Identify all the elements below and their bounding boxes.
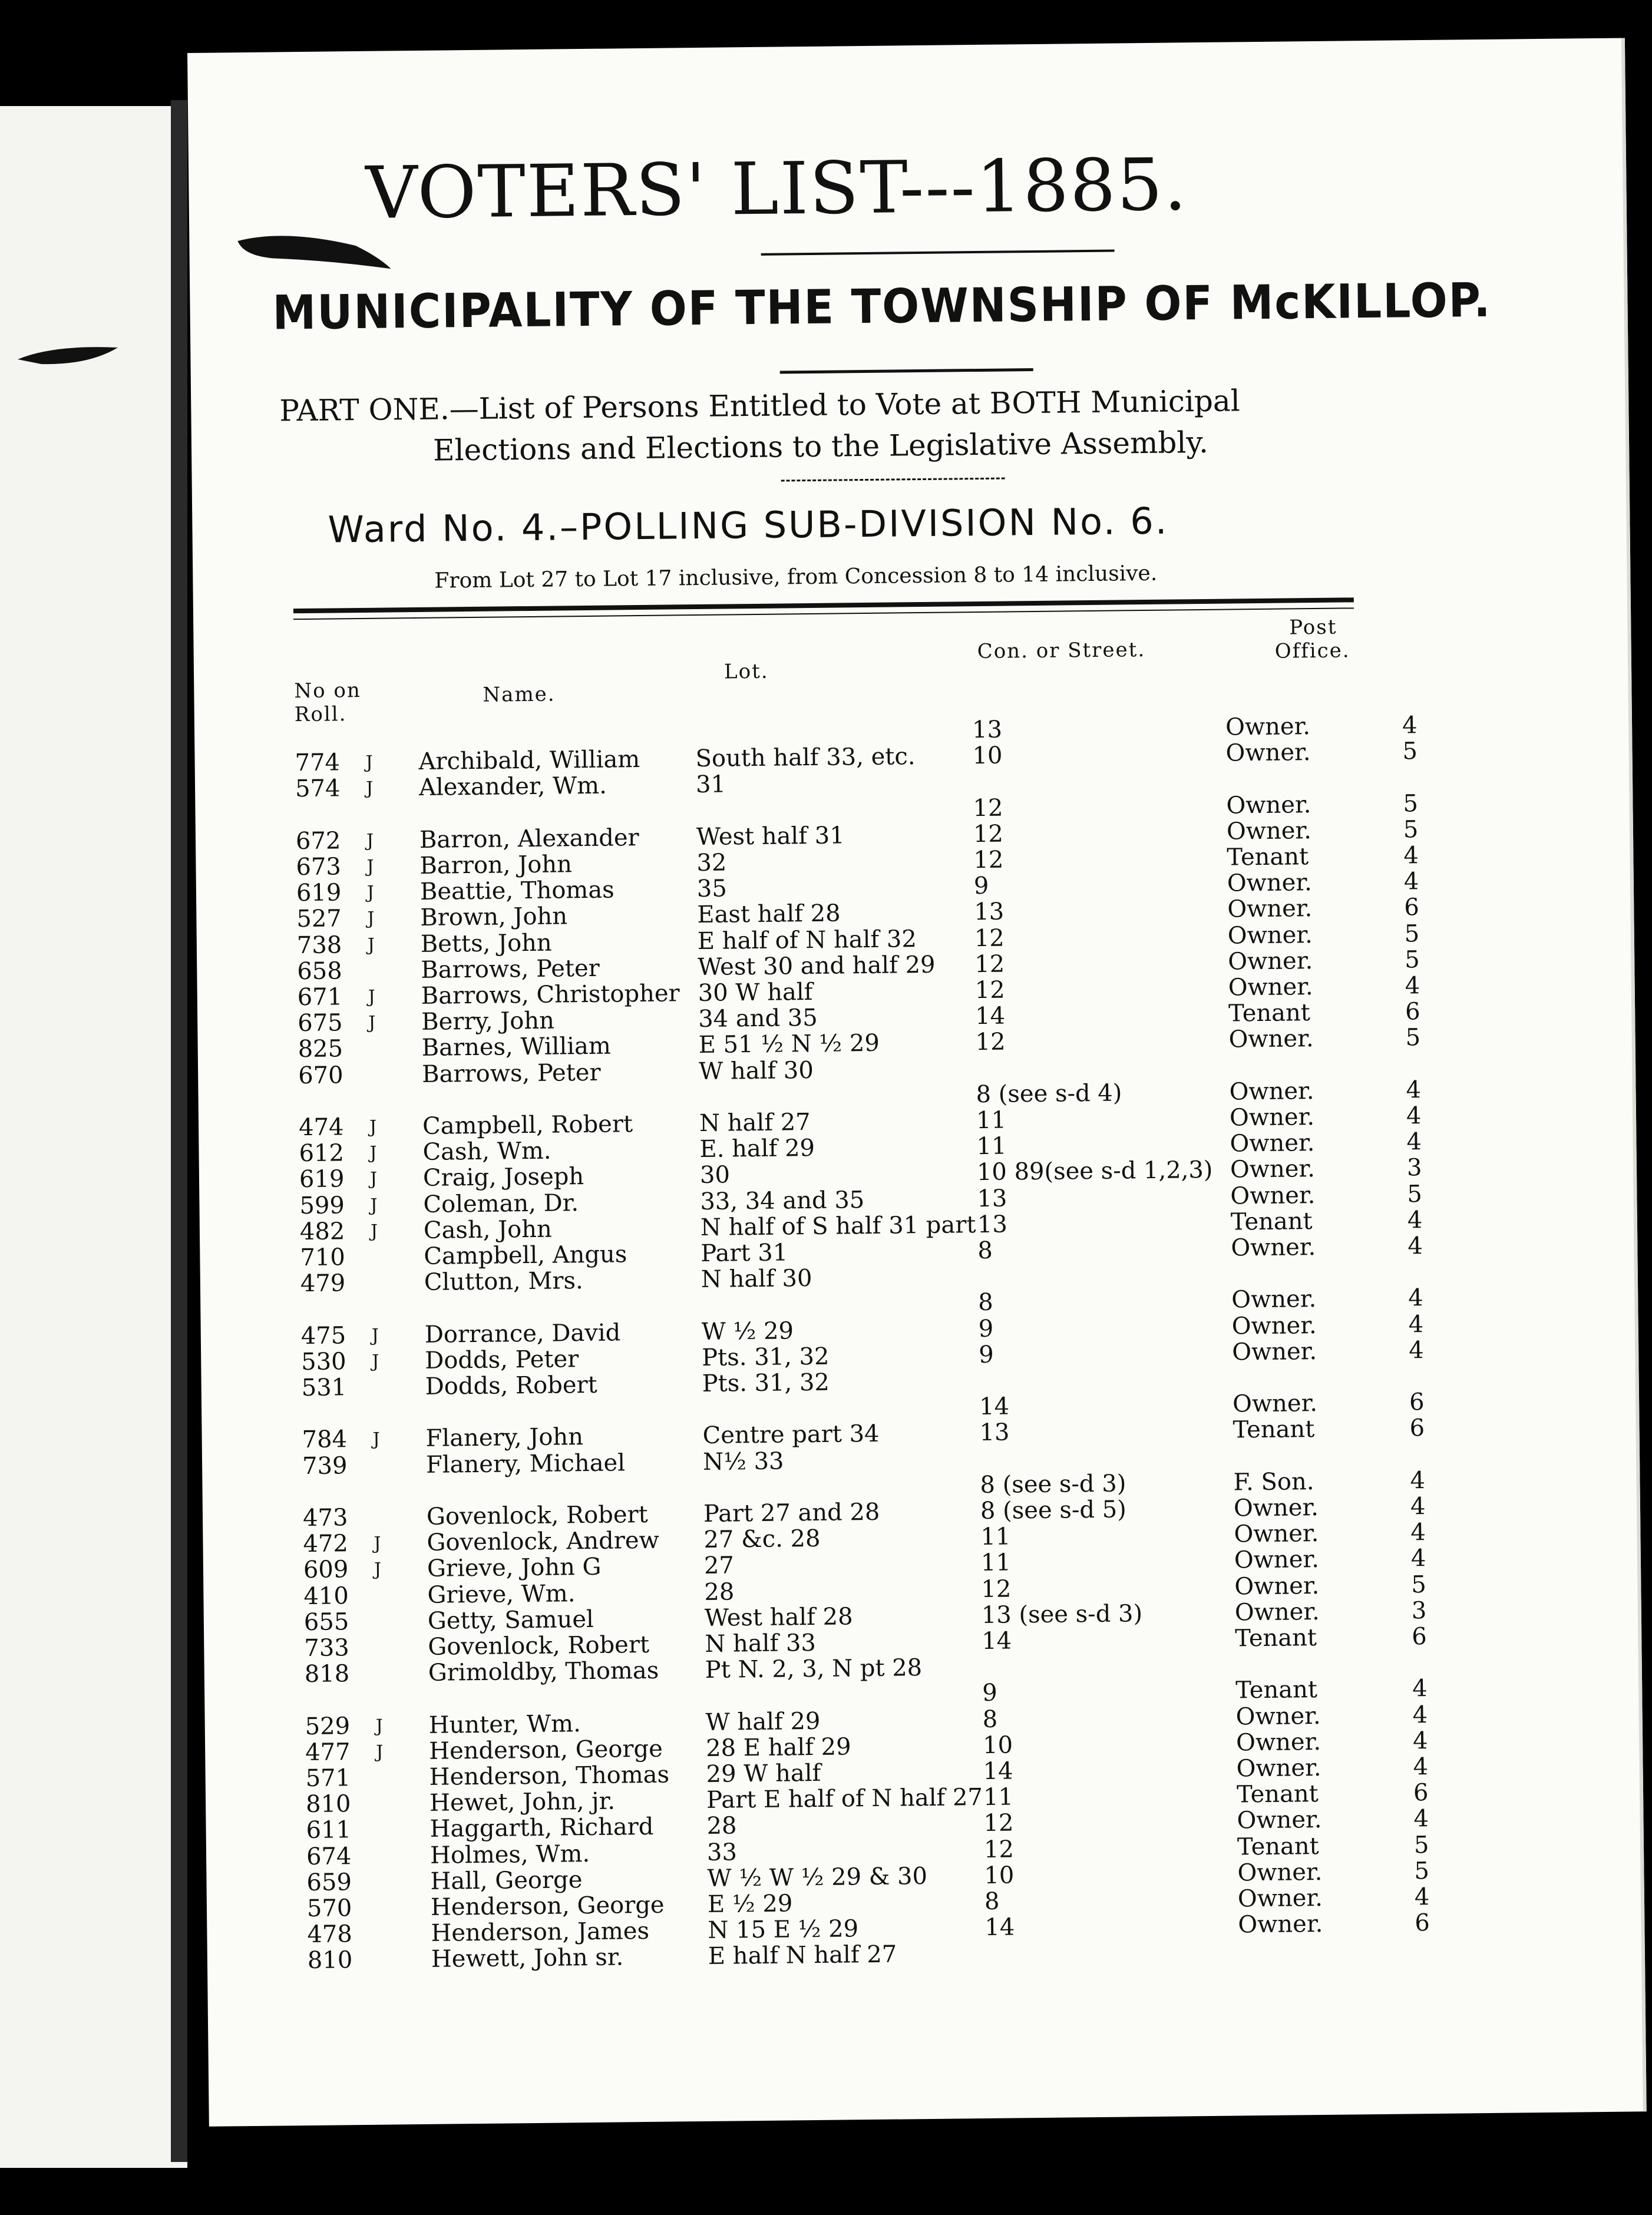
lot: N half 27 — [699, 1109, 811, 1137]
post-office: 4 — [1410, 1493, 1426, 1520]
voter-name: Flanery, Michael — [425, 1449, 626, 1479]
part-one-line-2: Elections and Elections to the Legislative Assembly. — [432, 425, 1209, 468]
roll-number: 670 — [298, 1061, 343, 1089]
tenure-status: Tenant — [1236, 1780, 1319, 1809]
lot: 31 — [695, 771, 726, 799]
tenure-status: Owner. — [1230, 1181, 1316, 1210]
col-header-office: Office. — [1274, 639, 1350, 663]
tenure-status: Owner. — [1233, 1494, 1319, 1522]
lot: 32 — [696, 849, 727, 877]
post-office: 4 — [1406, 1102, 1422, 1130]
voter-name: Henderson, George — [430, 1891, 665, 1921]
concession: 13 — [979, 1419, 1010, 1447]
juror-mark: J — [376, 1741, 384, 1763]
lot: N half 33 — [705, 1629, 817, 1658]
voter-name: Haggarth, Richard — [429, 1813, 654, 1843]
concession: 10 89(see s-d 1,2,3) — [976, 1156, 1213, 1186]
tenure-status: Tenant — [1235, 1624, 1317, 1652]
voter-name: Betts, John — [420, 929, 552, 958]
tenure-status: Owner. — [1237, 1884, 1323, 1913]
lot: 33, 34 and 35 — [700, 1186, 865, 1215]
post-office: 4 — [1403, 868, 1419, 895]
divider — [781, 478, 1005, 484]
tenure-status: Owner. — [1228, 1025, 1314, 1053]
juror-mark: J — [367, 934, 375, 956]
post-office: 4 — [1413, 1753, 1429, 1781]
voter-name: Campbell, Robert — [422, 1110, 633, 1140]
concession: 14 — [983, 1757, 1013, 1786]
post-office: 3 — [1406, 1154, 1422, 1182]
lot: E ½ 29 — [707, 1890, 793, 1918]
tenure-status: Owner. — [1225, 739, 1311, 767]
concession: 12 — [975, 1028, 1006, 1056]
roll-number: 473 — [302, 1504, 348, 1532]
roll-number: 474 — [298, 1113, 344, 1142]
part-one-line-1: PART ONE.—List of Persons Entitled to Vote at BOTH Municipal — [279, 384, 1240, 428]
roll-number: 710 — [300, 1244, 346, 1272]
post-office: 6 — [1415, 1909, 1430, 1937]
post-office: 4 — [1412, 1727, 1428, 1755]
voter-name: Dodds, Peter — [425, 1345, 579, 1374]
concession: 11 — [976, 1106, 1007, 1135]
tenure-status: Owner. — [1230, 1155, 1316, 1183]
post-office: 4 — [1406, 1076, 1422, 1104]
post-office: 6 — [1405, 998, 1420, 1026]
tenure-status: Owner. — [1227, 869, 1312, 897]
tenure-status: Owner. — [1231, 1234, 1316, 1262]
document-page — [187, 38, 1647, 2126]
concession: 9 — [978, 1315, 994, 1343]
lot-range-note: From Lot 27 to Lot 17 inclusive, from Concession 8 to 14 inclusive. — [434, 561, 1158, 593]
lot: E half of N half 32 — [697, 925, 917, 955]
concession: 11 — [980, 1549, 1012, 1577]
roll-number: 675 — [298, 1009, 343, 1037]
concession: 13 — [977, 1185, 1007, 1212]
tenure-status: Owner. — [1229, 1103, 1315, 1132]
col-header-lot: Lot. — [723, 659, 769, 684]
roll-number: 810 — [305, 1790, 351, 1819]
concession: 10 — [982, 1731, 1013, 1759]
juror-mark: J — [366, 882, 375, 904]
roll-number — [300, 1295, 365, 1296]
voter-name: Dorrance, David — [424, 1319, 621, 1348]
concession: 12 — [973, 846, 1004, 874]
tenure-status: Owner. — [1226, 791, 1311, 819]
voter-name: Barron, John — [419, 851, 573, 880]
book-spine — [171, 100, 187, 2162]
voter-name: Archibald, William — [418, 746, 640, 776]
lot: Pts. 31, 32 — [701, 1343, 830, 1371]
voter-name: Henderson, Thomas — [429, 1761, 670, 1791]
post-office: 4 — [1406, 1128, 1422, 1156]
roll-number: 619 — [299, 1165, 345, 1194]
tenure-status: Owner. — [1230, 1129, 1315, 1158]
voter-name: Barrows, Peter — [421, 1059, 601, 1088]
juror-mark: J — [366, 830, 374, 851]
lot: 27 — [703, 1552, 735, 1580]
juror-mark: J — [372, 1351, 379, 1372]
ward-heading: Ward No. 4.–POLLING SUB-DIVISION No. 6. — [328, 499, 1169, 551]
roll-number: 609 — [303, 1556, 349, 1584]
post-office: 5 — [1404, 920, 1420, 948]
juror-mark: J — [369, 1116, 377, 1138]
voter-name: Craig, Joseph — [422, 1163, 584, 1192]
voter-name: Alexander, Wm. — [418, 772, 607, 802]
concession: 9 — [973, 872, 989, 900]
voter-name: Dodds, Robert — [425, 1371, 597, 1400]
concession: 8 — [984, 1887, 1000, 1916]
concession: 8 (see s-d 5) — [980, 1496, 1127, 1525]
post-office: 4 — [1410, 1519, 1426, 1546]
concession: 10 — [972, 742, 1003, 770]
lot: 27 &c. 28 — [703, 1525, 821, 1554]
post-office: 3 — [1411, 1596, 1427, 1625]
lot: W half 30 — [698, 1056, 814, 1085]
concession: 12 — [974, 950, 1005, 978]
concession: 8 — [982, 1705, 998, 1733]
lot: N half 30 — [701, 1265, 812, 1294]
tenure-status: Owner. — [1225, 713, 1311, 741]
post-office: 5 — [1405, 1024, 1421, 1052]
voter-name: Hewett, John sr. — [431, 1943, 624, 1973]
post-office: 5 — [1411, 1571, 1427, 1598]
post-office: 5 — [1413, 1831, 1429, 1859]
roll-number: 478 — [307, 1920, 353, 1949]
tenure-status: Tenant — [1233, 1416, 1315, 1444]
roll-number: 479 — [300, 1270, 346, 1298]
roll-number: 739 — [302, 1452, 348, 1480]
concession: 12 — [983, 1836, 1015, 1863]
tenure-status: Owner. — [1234, 1598, 1320, 1626]
roll-number — [302, 1478, 367, 1479]
tenure-status: Tenant — [1228, 999, 1311, 1027]
roll-number: 655 — [303, 1608, 349, 1636]
post-office: 4 — [1414, 1883, 1430, 1911]
tenure-status: Owner. — [1227, 895, 1313, 923]
lot: Part 27 and 28 — [703, 1498, 880, 1528]
voter-name: Barrows, Christopher — [421, 980, 680, 1010]
tenure-status: Owner. — [1237, 1806, 1322, 1834]
tenure-status: F. Son. — [1233, 1467, 1314, 1496]
post-office: 5 — [1407, 1180, 1423, 1208]
roll-number: 527 — [296, 905, 342, 933]
post-office: 6 — [1413, 1779, 1429, 1807]
voter-name: Barrows, Peter — [421, 954, 600, 984]
roll-number: 738 — [296, 931, 342, 959]
lot: E half N half 27 — [708, 1940, 897, 1971]
lot: E. half 29 — [699, 1135, 815, 1163]
juror-mark: J — [368, 1012, 376, 1034]
roll-number: 477 — [305, 1738, 351, 1766]
voter-name: Grieve, Wm. — [427, 1579, 576, 1609]
tenure-status: Owner. — [1237, 1858, 1323, 1887]
lot: Part E half of N half 27 — [706, 1784, 983, 1814]
col-header-name: Name. — [483, 682, 556, 707]
roll-number: 611 — [306, 1816, 352, 1844]
tenure-status: Owner. — [1234, 1520, 1319, 1548]
concession: 13 — [972, 716, 1003, 744]
concession: 12 — [974, 976, 1005, 1004]
tenure-status: Tenant — [1230, 1207, 1313, 1236]
voter-name: Barron, Alexander — [419, 824, 639, 854]
juror-mark: J — [367, 908, 375, 930]
tenure-status: Owner. — [1238, 1910, 1323, 1939]
tenure-status: Owner. — [1236, 1754, 1321, 1783]
lot: Part 31 — [701, 1239, 788, 1267]
concession: 14 — [982, 1627, 1012, 1655]
voter-name: Henderson, James — [431, 1918, 650, 1948]
concession: 14 — [979, 1393, 1010, 1421]
post-office: 4 — [1402, 712, 1418, 739]
roll-number — [305, 1686, 369, 1687]
concession: 11 — [976, 1132, 1007, 1161]
roll-number: 733 — [304, 1634, 349, 1662]
roll-number: 410 — [303, 1582, 349, 1610]
tenure-status: Owner. — [1228, 973, 1313, 1001]
concession: 8 — [978, 1289, 993, 1317]
post-office: 4 — [1408, 1310, 1424, 1338]
juror-mark: J — [375, 1715, 383, 1737]
roll-number: 671 — [297, 983, 343, 1011]
post-office: 5 — [1414, 1857, 1430, 1885]
voter-name: Hall, George — [430, 1866, 583, 1895]
voter-name: Cash, Wm. — [422, 1137, 551, 1166]
voter-name: Govenlock, Robert — [428, 1631, 650, 1661]
post-office: 4 — [1408, 1336, 1424, 1364]
tenure-status: Tenant — [1227, 843, 1309, 871]
lot: West half 28 — [704, 1603, 853, 1632]
concession: 12 — [974, 924, 1005, 952]
roll-number: 475 — [300, 1321, 346, 1350]
page-edge — [1621, 38, 1647, 2111]
roll-number: 674 — [306, 1842, 352, 1870]
roll-number: 673 — [296, 853, 342, 881]
post-office: 4 — [1413, 1805, 1429, 1833]
juror-mark: J — [368, 986, 376, 1007]
tenure-status: Owner. — [1228, 947, 1313, 976]
lot: 30 — [699, 1161, 731, 1189]
concession: 11 — [983, 1783, 1014, 1811]
tenure-status: Tenant — [1235, 1676, 1318, 1704]
lot: 35 — [696, 875, 728, 903]
tenure-status: Owner. — [1234, 1572, 1320, 1601]
voter-name: Cash, John — [423, 1215, 552, 1244]
post-office: 4 — [1403, 842, 1419, 870]
table-top-rule — [293, 597, 1354, 613]
lot: W half 29 — [705, 1707, 821, 1736]
juror-mark: J — [365, 752, 373, 773]
municipality-heading: MUNICIPALITY OF THE TOWNSHIP OF McKILLOP. — [272, 273, 1492, 340]
voter-name: Hewet, John, jr. — [429, 1787, 616, 1817]
roll-number: 599 — [299, 1191, 345, 1219]
tenure-status: Owner. — [1235, 1702, 1321, 1731]
roll-number — [298, 1087, 363, 1088]
roll-number: 482 — [299, 1218, 345, 1245]
roll-number: 574 — [295, 775, 341, 803]
roll-number: 774 — [295, 749, 341, 777]
col-header-post: Post — [1289, 615, 1337, 640]
concession: 10 — [984, 1862, 1015, 1889]
lot: N½ 33 — [702, 1447, 784, 1476]
col-header-roll: Roll. — [294, 702, 347, 727]
post-office: 5 — [1404, 945, 1420, 974]
tenure-status: Owner. — [1231, 1311, 1317, 1340]
voter-name: Grimoldby, Thomas — [428, 1657, 659, 1687]
juror-mark: J — [369, 1169, 378, 1190]
voter-name: Hunter, Wm. — [428, 1710, 581, 1739]
roll-number: 531 — [301, 1374, 347, 1402]
tenure-status: Owner. — [1231, 1337, 1317, 1366]
concession: 9 — [978, 1341, 994, 1368]
concession: 9 — [982, 1680, 997, 1707]
voter-name: Barnes, William — [421, 1032, 612, 1062]
page-title: VOTERS' LIST---1885. — [365, 143, 1188, 235]
voter-name: Berry, John — [421, 1007, 555, 1036]
voter-name: Beattie, Thomas — [419, 876, 614, 906]
lot: 28 E half 29 — [705, 1733, 851, 1762]
concession: 11 — [980, 1523, 1011, 1551]
lot: W ½ W ½ 29 & 30 — [707, 1862, 928, 1892]
concession: 8 (see s-d 3) — [980, 1470, 1126, 1499]
concession: 14 — [974, 1002, 1006, 1030]
post-office: 6 — [1404, 894, 1419, 921]
roll-number: 818 — [304, 1660, 350, 1688]
lot: E 51 ½ N ½ 29 — [698, 1030, 880, 1059]
voter-name: Govenlock, Andrew — [427, 1526, 660, 1557]
lot: 28 — [706, 1812, 737, 1840]
tenure-status: Tenant — [1237, 1832, 1319, 1861]
roll-number: 659 — [306, 1869, 352, 1896]
juror-mark: J — [372, 1429, 380, 1450]
juror-mark: J — [374, 1533, 381, 1555]
roll-number: 530 — [301, 1348, 346, 1376]
voter-name: Henderson, George — [428, 1735, 663, 1765]
tenure-status: Owner. — [1232, 1390, 1318, 1418]
lot: N half of S half 31 part — [700, 1211, 976, 1241]
concession: 12 — [981, 1575, 1012, 1603]
concession: 14 — [984, 1913, 1015, 1942]
post-office: 6 — [1412, 1623, 1427, 1651]
tenure-status: Owner. — [1235, 1728, 1321, 1757]
left-page-edge — [0, 106, 187, 2168]
roll-number — [295, 801, 360, 802]
roll-number: 825 — [298, 1035, 343, 1063]
tenure-status: Owner. — [1227, 921, 1313, 950]
ink-mark — [18, 342, 118, 365]
title-underline — [761, 250, 1115, 256]
voter-name: Govenlock, Robert — [426, 1500, 648, 1530]
post-office: 4 — [1412, 1701, 1428, 1728]
concession: 12 — [973, 820, 1004, 848]
post-office: 6 — [1409, 1388, 1425, 1416]
concession: 12 — [973, 794, 1003, 822]
concession: 12 — [983, 1809, 1014, 1837]
concession: 8 — [977, 1237, 993, 1265]
roll-number: 529 — [305, 1712, 351, 1740]
tenure-status: Owner. — [1226, 816, 1312, 845]
juror-mark: J — [370, 1221, 378, 1242]
lot: South half 33, etc. — [695, 743, 916, 773]
post-office: 5 — [1403, 815, 1419, 844]
roll-number: 784 — [302, 1426, 348, 1454]
voter-name: Holmes, Wm. — [429, 1840, 590, 1869]
voter-name: Getty, Samuel — [427, 1605, 594, 1635]
lot: N 15 E ½ 29 — [708, 1915, 859, 1945]
voter-name: Campbell, Angus — [424, 1241, 627, 1270]
post-office: 4 — [1405, 972, 1420, 1000]
roll-number: 672 — [295, 827, 341, 855]
roll-number: 612 — [299, 1139, 345, 1168]
lot: W ½ 29 — [701, 1317, 794, 1345]
juror-mark: J — [366, 856, 374, 877]
post-office: 4 — [1407, 1232, 1423, 1260]
lot: East half 28 — [697, 900, 841, 929]
roll-number: 810 — [307, 1946, 353, 1975]
juror-mark: J — [370, 1195, 378, 1216]
lot: 34 and 35 — [698, 1004, 818, 1033]
concession: 8 (see s-d 4) — [976, 1079, 1122, 1108]
lot: West 30 and half 29 — [698, 951, 936, 981]
lot: West half 31 — [696, 822, 845, 851]
post-office: 4 — [1410, 1466, 1426, 1495]
post-office: 4 — [1410, 1545, 1426, 1572]
roll-number: 619 — [296, 879, 342, 907]
lot: Pts. 31, 32 — [702, 1368, 830, 1397]
juror-mark: J — [374, 1559, 382, 1581]
roll-number: 570 — [306, 1895, 352, 1923]
lot: 33 — [706, 1838, 738, 1866]
col-header-no: No on — [294, 678, 361, 703]
roll-number: 658 — [297, 957, 342, 985]
concession: 13 (see s-d 3) — [981, 1599, 1143, 1629]
lot: 30 W half — [698, 978, 813, 1007]
tenure-status: Owner. — [1229, 1077, 1314, 1106]
lot: 29 W half — [706, 1759, 821, 1788]
voter-name: Clutton, Mrs. — [424, 1267, 584, 1297]
post-office: 4 — [1408, 1284, 1423, 1312]
juror-mark: J — [369, 1142, 377, 1164]
post-office: 6 — [1409, 1414, 1425, 1442]
roll-number: 472 — [303, 1530, 349, 1558]
post-office: 4 — [1407, 1206, 1423, 1234]
juror-mark: J — [365, 778, 374, 799]
voter-name: Brown, John — [420, 902, 568, 932]
juror-mark: J — [371, 1325, 379, 1346]
lot: Pt N. 2, 3, N pt 28 — [705, 1654, 923, 1684]
tenure-status: Owner. — [1234, 1546, 1320, 1574]
voter-name: Coleman, Dr. — [423, 1189, 579, 1218]
divider — [780, 368, 1033, 374]
concession: 13 — [974, 898, 1005, 926]
post-office: 4 — [1412, 1675, 1428, 1702]
tenure-status: Owner. — [1231, 1285, 1317, 1314]
post-office: 5 — [1403, 789, 1419, 818]
lot: 28 — [704, 1578, 735, 1606]
lot: Centre part 34 — [702, 1420, 880, 1450]
col-header-con: Con. or Street. — [977, 638, 1146, 664]
voter-name: Grieve, John G — [427, 1553, 602, 1583]
concession: 13 — [977, 1211, 1008, 1238]
roll-number: 571 — [305, 1764, 351, 1793]
voter-name: Flanery, John — [425, 1423, 584, 1453]
post-office: 5 — [1402, 738, 1418, 765]
